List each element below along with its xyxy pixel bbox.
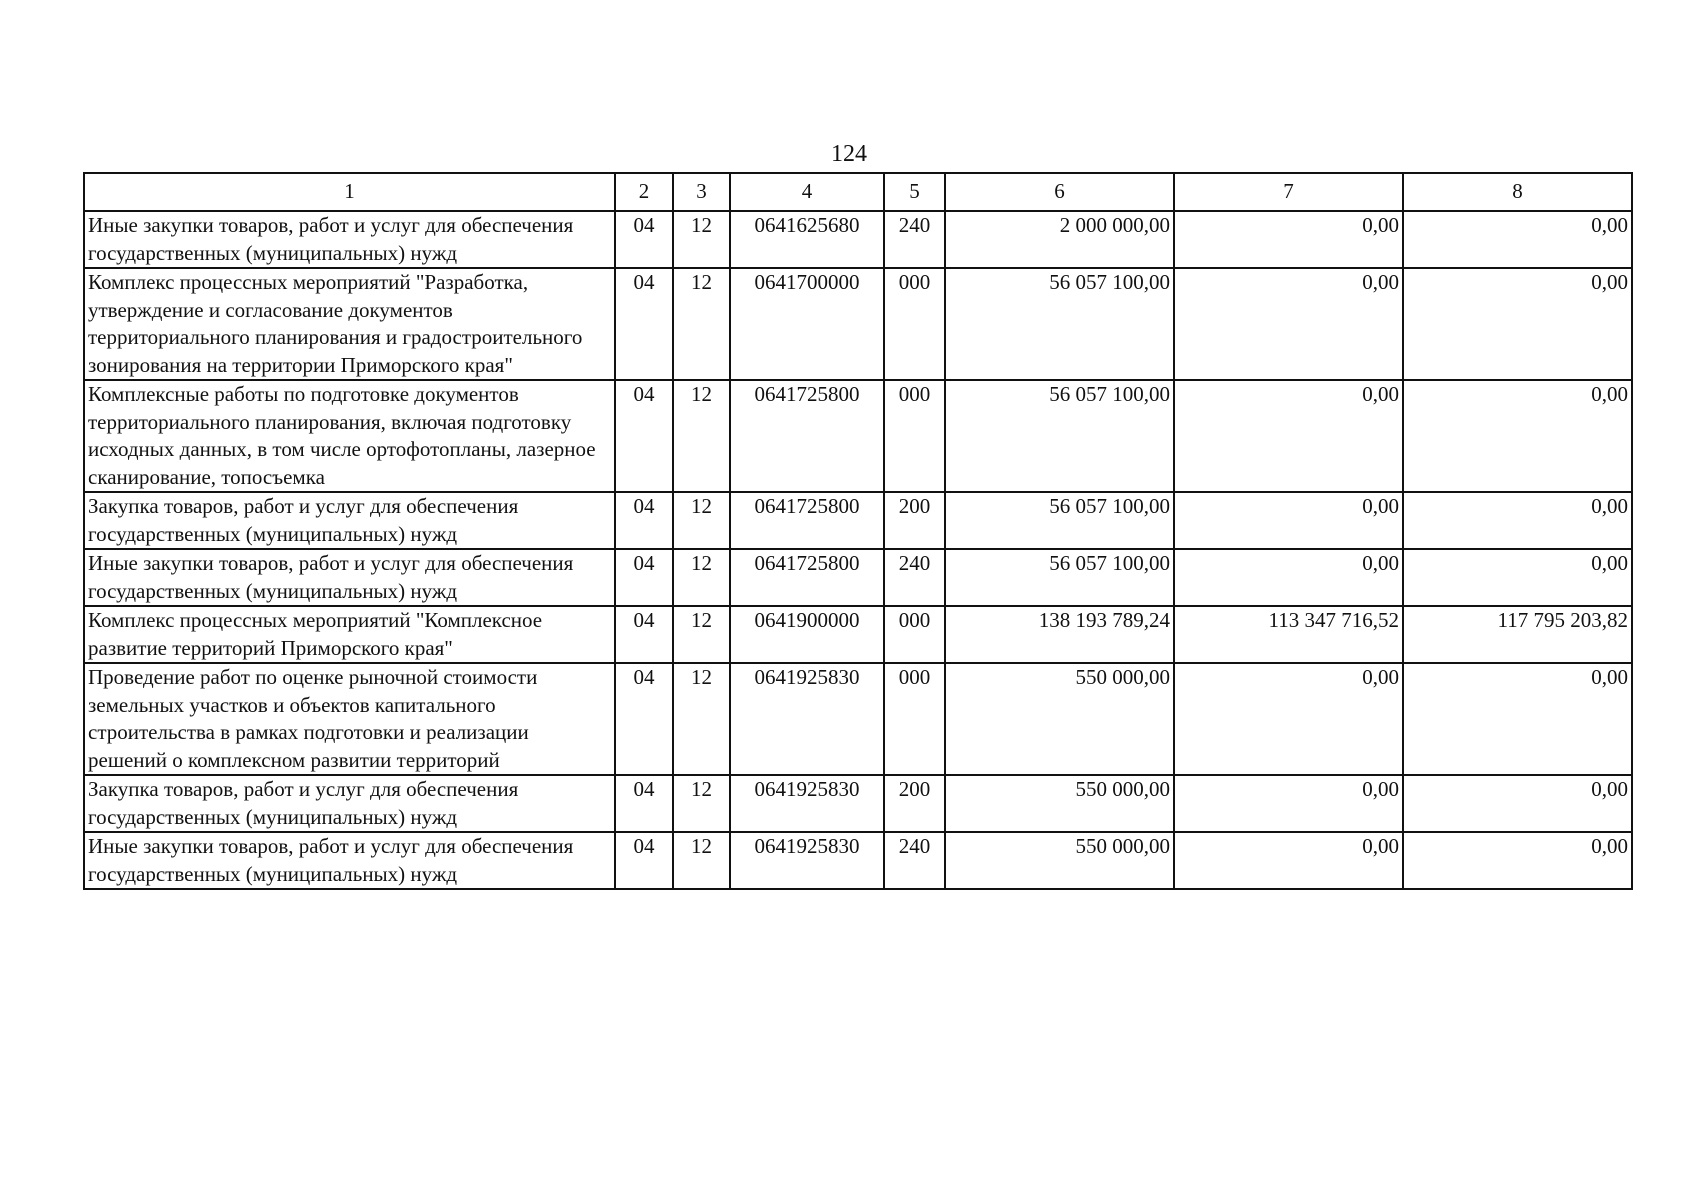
expense-type-code: 240: [884, 211, 945, 268]
amount-col-6: 2 000 000,00: [945, 211, 1174, 268]
amount-col-6: 550 000,00: [945, 832, 1174, 889]
expense-type-code: 240: [884, 832, 945, 889]
item-name: Иные закупки товаров, работ и услуг для обеспечения государственных (муниципальных) нужд: [84, 832, 615, 889]
section-code: 04: [615, 606, 673, 663]
item-name: Иные закупки товаров, работ и услуг для обеспечения государственных (муниципальных) нужд: [84, 211, 615, 268]
amount-col-6: 56 057 100,00: [945, 492, 1174, 549]
table-row: [84, 211, 1632, 268]
amount-col-7: 0,00: [1174, 380, 1403, 492]
budget-table: [83, 172, 1633, 890]
expense-type-code: 200: [884, 492, 945, 549]
amount-col-8: 0,00: [1403, 211, 1632, 268]
amount-col-8: 0,00: [1403, 663, 1632, 775]
page-number: 124: [831, 141, 867, 167]
subsection-code: 12: [673, 492, 730, 549]
amount-col-7: 0,00: [1174, 211, 1403, 268]
item-name: Закупка товаров, работ и услуг для обеспечения государственных (муниципальных) нужд: [84, 492, 615, 549]
subsection-code: 12: [673, 775, 730, 832]
amount-col-8: 0,00: [1403, 380, 1632, 492]
table-row: [84, 775, 1632, 832]
amount-col-7: 113 347 716,52: [1174, 606, 1403, 663]
amount-col-8: 0,00: [1403, 775, 1632, 832]
amount-col-8: 0,00: [1403, 832, 1632, 889]
amount-col-8: 0,00: [1403, 492, 1632, 549]
expense-type-code: 200: [884, 775, 945, 832]
section-code: 04: [615, 211, 673, 268]
column-header: 2: [615, 173, 673, 211]
column-header: 4: [730, 173, 884, 211]
section-code: 04: [615, 268, 673, 380]
section-code: 04: [615, 380, 673, 492]
target-article-code: 0641725800: [730, 492, 884, 549]
section-code: 04: [615, 663, 673, 775]
item-name: Комплекс процессных мероприятий "Комплексное развитие территорий Приморского края": [84, 606, 615, 663]
item-name: Иные закупки товаров, работ и услуг для обеспечения государственных (муниципальных) нужд: [84, 549, 615, 606]
target-article-code: 0641725800: [730, 380, 884, 492]
target-article-code: 0641925830: [730, 775, 884, 832]
amount-col-6: 56 057 100,00: [945, 380, 1174, 492]
target-article-code: 0641725800: [730, 549, 884, 606]
item-name: Комплексные работы по подготовке документов территориального планирования, включая подготовку исходных данных, в том числе ортофотопланы, лазерное сканирование, топосъемка: [84, 380, 615, 492]
target-article-code: 0641625680: [730, 211, 884, 268]
target-article-code: 0641925830: [730, 663, 884, 775]
table-row: [84, 492, 1632, 549]
section-code: 04: [615, 492, 673, 549]
amount-col-7: 0,00: [1174, 775, 1403, 832]
amount-col-6: 56 057 100,00: [945, 268, 1174, 380]
table-row: [84, 606, 1632, 663]
amount-col-8: 0,00: [1403, 549, 1632, 606]
section-code: 04: [615, 832, 673, 889]
amount-col-6: 138 193 789,24: [945, 606, 1174, 663]
amount-col-7: 0,00: [1174, 663, 1403, 775]
target-article-code: 0641900000: [730, 606, 884, 663]
amount-col-7: 0,00: [1174, 832, 1403, 889]
amount-col-8: 117 795 203,82: [1403, 606, 1632, 663]
amount-col-6: 550 000,00: [945, 663, 1174, 775]
target-article-code: 0641925830: [730, 832, 884, 889]
amount-col-6: 550 000,00: [945, 775, 1174, 832]
amount-col-7: 0,00: [1174, 549, 1403, 606]
table-row: [84, 380, 1632, 492]
subsection-code: 12: [673, 380, 730, 492]
column-header: 3: [673, 173, 730, 211]
column-number-row: [84, 173, 1632, 211]
section-code: 04: [615, 775, 673, 832]
expense-type-code: 000: [884, 268, 945, 380]
subsection-code: 12: [673, 663, 730, 775]
subsection-code: 12: [673, 268, 730, 380]
expense-type-code: 000: [884, 663, 945, 775]
column-header: 1: [84, 173, 615, 211]
item-name: Комплекс процессных мероприятий "Разработка, утверждение и согласование документов территориального планирования и градостроительного зонирования на территории Приморского края": [84, 268, 615, 380]
table-row: [84, 663, 1632, 775]
amount-col-6: 56 057 100,00: [945, 549, 1174, 606]
expense-type-code: 240: [884, 549, 945, 606]
expense-type-code: 000: [884, 606, 945, 663]
column-header: 6: [945, 173, 1174, 211]
column-header: 8: [1403, 173, 1632, 211]
amount-col-7: 0,00: [1174, 268, 1403, 380]
table-row: [84, 832, 1632, 889]
subsection-code: 12: [673, 549, 730, 606]
amount-col-7: 0,00: [1174, 492, 1403, 549]
subsection-code: 12: [673, 606, 730, 663]
column-header: 5: [884, 173, 945, 211]
amount-col-8: 0,00: [1403, 268, 1632, 380]
table-row: [84, 549, 1632, 606]
table-row: [84, 268, 1632, 380]
target-article-code: 0641700000: [730, 268, 884, 380]
subsection-code: 12: [673, 832, 730, 889]
expense-type-code: 000: [884, 380, 945, 492]
column-header: 7: [1174, 173, 1403, 211]
section-code: 04: [615, 549, 673, 606]
item-name: Проведение работ по оценке рыночной стоимости земельных участков и объектов капитального строительства в рамках подготовки и реализации решений о комплексном развитии территорий: [84, 663, 615, 775]
subsection-code: 12: [673, 211, 730, 268]
item-name: Закупка товаров, работ и услуг для обеспечения государственных (муниципальных) нужд: [84, 775, 615, 832]
